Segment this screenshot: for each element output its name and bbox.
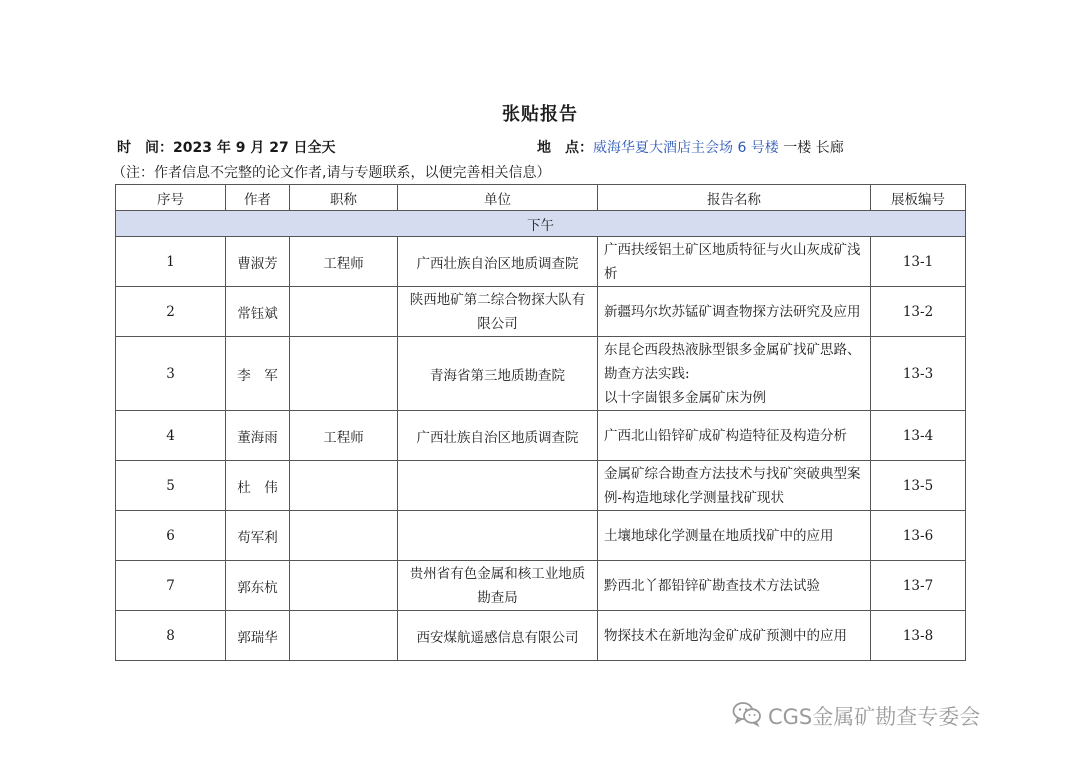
cell-board: 13-7: [871, 561, 966, 611]
cell-title: [290, 287, 398, 337]
header-no: 序号: [116, 185, 226, 211]
watermark: [732, 698, 980, 734]
section-row-afternoon: [116, 211, 966, 237]
cell-board: 13-6: [871, 511, 966, 561]
cell-title: 工程师: [290, 411, 398, 461]
cell-title: [290, 461, 398, 511]
cell-author: 杜 伟: [226, 461, 290, 511]
cell-title: 工程师: [290, 237, 398, 287]
table-row: [116, 337, 966, 411]
cell-report: 新疆玛尔坎苏锰矿调查物探方法研究及应用: [598, 287, 871, 337]
cell-report: 广西扶绥铝土矿区地质特征与火山灰成矿浅析: [598, 237, 871, 287]
wechat-icon: [732, 701, 762, 732]
cell-title: [290, 511, 398, 561]
watermark-text: CGS金属矿勘查专委会: [768, 705, 981, 729]
cell-author: 郭瑞华: [226, 611, 290, 661]
cell-no: 7: [116, 561, 226, 611]
cell-author: 曹淑芳: [226, 237, 290, 287]
header-board: 展板编号: [871, 185, 966, 211]
cell-title: [290, 611, 398, 661]
cell-board: 13-4: [871, 411, 966, 461]
table-row: [116, 411, 966, 461]
cell-title: [290, 561, 398, 611]
cell-unit: 广西壮族自治区地质调查院: [398, 237, 598, 287]
cell-board: 13-3: [871, 337, 966, 411]
table-header-row: [116, 185, 966, 211]
header-author: 作者: [226, 185, 290, 211]
cell-unit: 青海省第三地质勘查院: [398, 337, 598, 411]
note-text: （注：作者信息不完整的论文作者,请与专题联系，以便完善相关信息）: [112, 165, 551, 181]
location-label: 地 点：: [537, 140, 593, 156]
poster-report-table: [115, 184, 966, 661]
cell-board: 13-1: [871, 237, 966, 287]
venue-extra: 一楼 长廊: [778, 140, 844, 156]
venue-text: 威海华夏大酒店主会场 6 号楼: [593, 140, 779, 156]
header-title: 职称: [290, 185, 398, 211]
table-row: [116, 461, 966, 511]
cell-author: 董海雨: [226, 411, 290, 461]
cell-report: 黔西北丫都铅锌矿勘查技术方法试验: [598, 561, 871, 611]
cell-no: 4: [116, 411, 226, 461]
cell-board: 13-8: [871, 611, 966, 661]
cell-title: [290, 337, 398, 411]
cell-no: 1: [116, 237, 226, 287]
header-unit: 单位: [398, 185, 598, 211]
cell-unit: 贵州省有色金属和核工业地质勘查局: [398, 561, 598, 611]
table-row: [116, 611, 966, 661]
time-text: 时 间：2023 年 9 月 27 日全天: [117, 140, 336, 156]
cell-no: 8: [116, 611, 226, 661]
header-report: 报告名称: [598, 185, 871, 211]
section-label: 下午: [116, 211, 966, 237]
cell-board: 13-5: [871, 461, 966, 511]
cell-no: 6: [116, 511, 226, 561]
cell-author: 常钰斌: [226, 287, 290, 337]
cell-no: 2: [116, 287, 226, 337]
page-title: 张贴报告: [502, 104, 578, 125]
cell-unit: [398, 511, 598, 561]
cell-unit: [398, 461, 598, 511]
table-row: [116, 287, 966, 337]
table-row: [116, 561, 966, 611]
table-row: [116, 237, 966, 287]
cell-author: 郭东杭: [226, 561, 290, 611]
cell-report: 金属矿综合勘查方法技术与找矿突破典型案例-构造地球化学测量找矿现状: [598, 461, 871, 511]
cell-report: 东昆仑西段热液脉型银多金属矿找矿思路、勘查方法实践: 以十字崮银多金属矿床为例: [598, 337, 871, 411]
cell-report: 广西北山铅锌矿成矿构造特征及构造分析: [598, 411, 871, 461]
location-text: [537, 137, 844, 157]
cell-no: 3: [116, 337, 226, 411]
cell-report: 土壤地球化学测量在地质找矿中的应用: [598, 511, 871, 561]
cell-unit: 陕西地矿第二综合物探大队有限公司: [398, 287, 598, 337]
table-row: [116, 511, 966, 561]
cell-no: 5: [116, 461, 226, 511]
cell-author: 李 军: [226, 337, 290, 411]
cell-board: 13-2: [871, 287, 966, 337]
cell-unit: 广西壮族自治区地质调查院: [398, 411, 598, 461]
info-row: [117, 137, 917, 159]
cell-unit: 西安煤航遥感信息有限公司: [398, 611, 598, 661]
cell-author: 苟军利: [226, 511, 290, 561]
cell-report: 物探技术在新地沟金矿成矿预测中的应用: [598, 611, 871, 661]
